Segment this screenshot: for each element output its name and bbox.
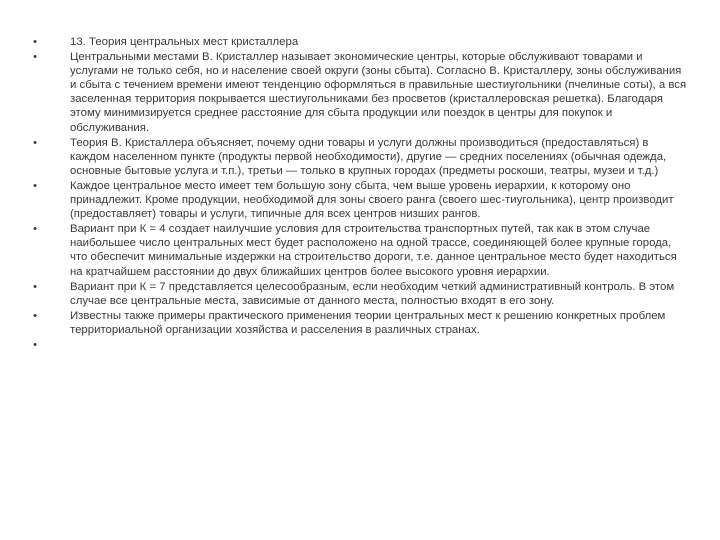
bullet-marker: • (33, 179, 37, 192)
list-item (30, 222, 690, 278)
list-item-text: Центральными местами В. Кристаллер называет экономические центры, которые обслуживают товарами и услугами не только себя, но и население своей округи (зоны сбыта). Согласно В. Кристаллеру, зоны обслуживания и сбыта с течением времени имеют тенденцию оформляться в правильные шестиугольники (пчелиные соты), а вся заселенная территория покрывается шестиугольниками без просветов (кристаллеровская решетка). Благодаря этому минимизируется среднее расстояние для сбыта продукции или поездок в центры для покупок и обслуживания. (70, 51, 687, 134)
list-item (30, 35, 690, 49)
bullet-marker: • (33, 51, 37, 64)
list-item-text: Вариант при К = 7 представляется целесообразным, если необходим четкий административный контроль. В этом случае все центральные места, зависимые от данного места, полностью входят в его зону. (70, 280, 675, 307)
list-item (30, 179, 690, 221)
bullet-marker: • (33, 136, 37, 149)
list-item-text: Вариант при К = 4 создает наилучшие условия для строительства транспортных путей, так как в этом случае наибольшее число центральных мест будет расположено на одной трассе, соединяющей более крупные города, что обеспечит минимальные издержки на строительство дороги, т.е. данное центральное место будет находиться на кратчайшем расстоянии до двух ближайших центров более высокого уровня иерархии. (70, 223, 677, 278)
bullet-list (30, 35, 690, 353)
list-item-text: Известны также примеры практического применения теории центральных мест к решению конкретных проблем территориальной организации хозяйства и расселения в различных странах. (70, 309, 666, 336)
list-item (30, 309, 690, 337)
list-item-empty (30, 338, 690, 352)
list-item (30, 50, 690, 135)
list-item (30, 280, 690, 308)
list-item-text: 13. Теория центральных мест кристаллера (70, 36, 299, 48)
list-item-text: Теория В. Кристаллера объясняет, почему одни товары и услуги должны производиться (предоставляться) в каждом населенном пункте (продукты первой необходимости), другие — средних поселениях (обычная одежда, основные бытовые услуга и т.п.), третьи — только в крупных городах (предметы роскоши, театры, музеи и т.д.) (70, 136, 667, 177)
bullet-marker: • (33, 36, 37, 48)
bullet-marker: • (33, 338, 37, 351)
bullet-marker: • (33, 223, 37, 236)
bullet-marker: • (33, 309, 37, 322)
list-item-text: Каждое центральное место имеет тем большую зону сбыта, чем выше уровень иерархии, к которому оно принадлежит. Кроме продукции, необходимой для зоны своего ранга (своего шес-тиугольника), центр производит (предоставляет) товары и услуги, типичные для всех центров низших рангов. (70, 179, 674, 221)
bullet-marker: • (33, 280, 37, 293)
list-item (30, 136, 690, 178)
